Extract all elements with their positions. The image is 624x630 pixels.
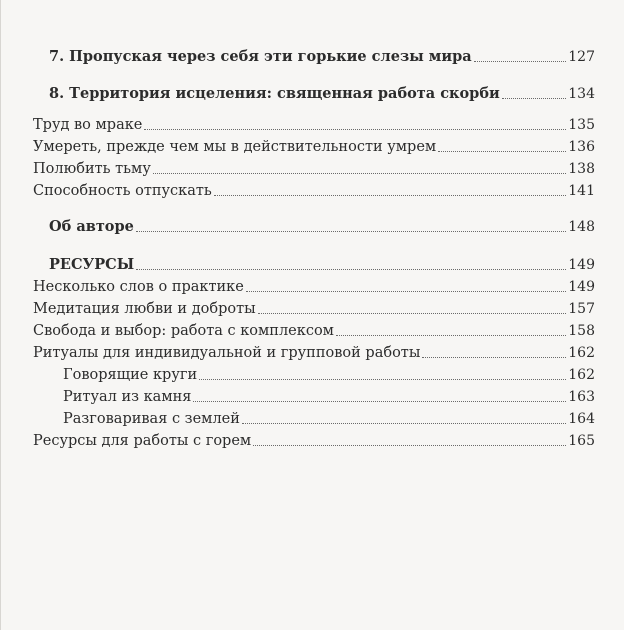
- toc-entry-page: 157: [568, 301, 595, 317]
- toc-entry-page: 136: [568, 139, 595, 155]
- toc-leader-dots: [474, 60, 567, 62]
- toc-entry-page: 162: [568, 367, 595, 383]
- toc-leader-dots: [258, 312, 567, 314]
- toc-entry-page: 127: [568, 49, 595, 65]
- toc-entry-page: 141: [568, 183, 595, 199]
- toc-entry-page: 135: [568, 117, 595, 133]
- toc-entry-about-author: [49, 214, 595, 236]
- toc-leader-dots: [253, 444, 566, 446]
- toc-entry-subsection: [63, 384, 595, 406]
- toc-entry-title: Труд во мраке: [33, 117, 143, 133]
- toc-leader-dots: [246, 290, 566, 292]
- toc-entry-title: Об авторе: [49, 218, 134, 235]
- toc-leader-dots: [242, 422, 566, 424]
- toc-entry-title: Свобода и выбор: работа с комплексом: [33, 323, 334, 339]
- toc-entry-page: 165: [568, 433, 595, 449]
- toc-entry-title: 7. Пропуская через себя эти горькие слезы мира: [49, 48, 472, 65]
- toc-entry-page: 162: [568, 345, 595, 361]
- toc-entry-section: [33, 178, 595, 200]
- toc-entry-subsection: [63, 406, 595, 428]
- toc-entry-title: Медитация любви и доброты: [33, 301, 256, 317]
- toc-entry-section: [33, 112, 595, 134]
- toc-entry-title: 8. Территория исцеления: священная работа скорби: [49, 85, 500, 102]
- toc-entry-page: 163: [568, 389, 595, 405]
- toc-entry-section: [33, 428, 595, 450]
- toc-entry-title: Умереть, прежде чем мы в действительности умрем: [33, 139, 437, 155]
- toc-entry-title: РЕСУРСЫ: [49, 256, 135, 273]
- toc-entry-subsection: [63, 362, 595, 384]
- toc-leader-dots: [214, 194, 566, 196]
- toc-leader-dots: [502, 97, 567, 99]
- toc-entry-title: Ритуалы для индивидуальной и групповой работы: [33, 345, 421, 361]
- toc-entry-title: Полюбить тьму: [33, 161, 151, 177]
- toc-entry-title: Способность отпускать: [33, 183, 212, 199]
- toc-leader-dots: [153, 172, 566, 174]
- toc-entry-page: 134: [568, 86, 595, 102]
- toc-leader-dots: [336, 334, 566, 336]
- toc-entry-section: [33, 274, 595, 296]
- toc-entry-section: [33, 156, 595, 178]
- toc-leader-dots: [144, 128, 566, 130]
- toc-entry-title: Говорящие круги: [63, 367, 198, 383]
- toc-entry-page: 149: [568, 257, 595, 273]
- toc-leader-dots: [438, 150, 566, 152]
- toc-entry-section: [33, 318, 595, 340]
- toc-leader-dots: [422, 356, 566, 358]
- toc-entry-section: [33, 340, 595, 362]
- toc-entry-title: Несколько слов о практике: [33, 279, 244, 295]
- toc-leader-dots: [136, 230, 566, 232]
- toc-leader-dots: [193, 400, 566, 402]
- toc-entry-resources: [49, 252, 595, 274]
- toc-entry-section: [33, 296, 595, 318]
- toc-entry-page: 148: [568, 219, 595, 235]
- toc-entry-title: Разговаривая с землей: [63, 411, 240, 427]
- toc-entry-page: 138: [568, 161, 595, 177]
- toc-entry-title: Ресурсы для работы с горем: [33, 433, 252, 449]
- toc-entry-page: 149: [568, 279, 595, 295]
- toc-entry-chapter-7: [49, 44, 595, 66]
- toc-entry-section: [33, 134, 595, 156]
- toc-entry-title: Ритуал из камня: [63, 389, 192, 405]
- toc-entry-chapter-8: [49, 81, 595, 103]
- toc-entry-page: 164: [568, 411, 595, 427]
- toc-leader-dots: [199, 378, 566, 380]
- toc-entry-page: 158: [568, 323, 595, 339]
- toc-leader-dots: [136, 268, 566, 270]
